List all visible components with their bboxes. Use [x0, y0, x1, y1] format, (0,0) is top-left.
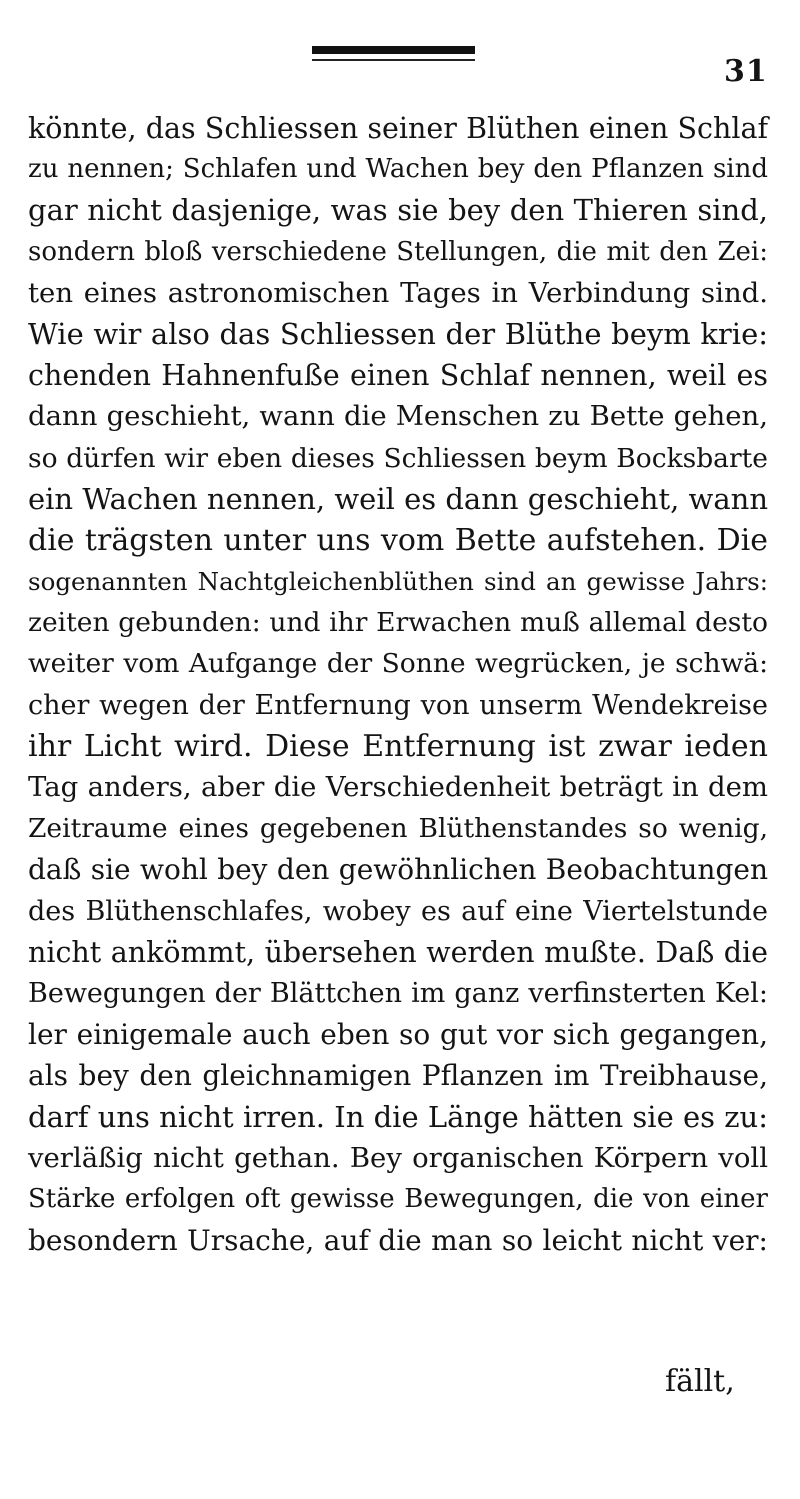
text-line: nicht ankömmt, übersehen werden mußte. Daß die	[28, 935, 768, 969]
page-number: 31	[724, 54, 768, 89]
text-line: Stärke erfolgen oft gewisse Bewegungen, die von einer	[28, 1183, 768, 1214]
text-line: als bey den gleichnamigen Pflanzen im Treibhause,	[28, 1059, 768, 1093]
text-line: könnte, das Schliessen seiner Blüthen einen Schlaf	[28, 112, 768, 145]
text-line: zu nennen; Schlafen und Wachen bey den Pflanzen sind	[28, 154, 768, 185]
text-line: ihr Licht wird. Diese Entfernung ist zwar ieden	[28, 728, 768, 764]
text-line: so dürfen wir eben dieses Schliessen beym Bocksbarte	[28, 442, 768, 474]
text-line: ein Wachen nennen, weil es dann geschieht, wann	[28, 481, 768, 516]
text-line: des Blüthenschlafes, wobey es auf eine Viertelstunde	[28, 895, 768, 927]
text-line: verläßig nicht gethan. Bey organischen Körpern voll	[28, 1141, 768, 1174]
text-line: darf uns nicht irren. In die Länge hätten sie es zu:	[28, 1099, 768, 1134]
body-text	[28, 108, 768, 1261]
text-line: sondern bloß verschiedene Stellungen, die mit den Zei:	[28, 236, 768, 267]
text-line: daß sie wohl bey den gewöhnlichen Beobachtungen	[28, 853, 768, 887]
text-line: Tag anders, aber die Verschiedenheit beträgt in dem	[28, 771, 768, 803]
text-line: die trägsten unter uns vom Bette aufstehen. Die	[28, 522, 768, 558]
text-line: ler einigemale auch eben so gut vor sich gegangen,	[28, 1018, 768, 1052]
text-line: besondern Ursache, auf die man so leicht nicht ver:	[28, 1224, 768, 1258]
text-line: zeiten gebunden: und ihr Erwachen muß allemal desto	[28, 607, 768, 639]
header-rule-thin	[312, 59, 475, 61]
text-line: sogenannten Nachtgleichenblüthen sind an gewisse Jahrs:	[28, 567, 768, 597]
text-line: ten eines astronomischen Tages in Verbindung sind.	[28, 276, 768, 309]
text-line: chenden Hahnenfuße einen Schlaf nennen, weil es	[28, 359, 768, 393]
text-line: Wie wir also das Schliessen der Blüthe beym krie:	[28, 316, 768, 351]
text-line: dann geschieht, wann die Menschen zu Bette gehen,	[28, 400, 768, 433]
text-line: weiter vom Aufgange der Sonne wegrücken, je schwä:	[28, 648, 768, 680]
text-line: Zeitraume eines gegebenen Blüthenstandes so wenig,	[28, 813, 768, 845]
header-rule-thick	[312, 46, 475, 54]
text-line: Bewegungen der Blättchen im ganz verfinsterten Kel:	[28, 977, 768, 1009]
text-line: cher wegen der Entfernung von unserm Wendekreise	[28, 689, 768, 721]
text-line: gar nicht dasjenige, was sie bey den Thieren sind,	[28, 193, 768, 228]
catchword: fällt,	[665, 1364, 735, 1399]
